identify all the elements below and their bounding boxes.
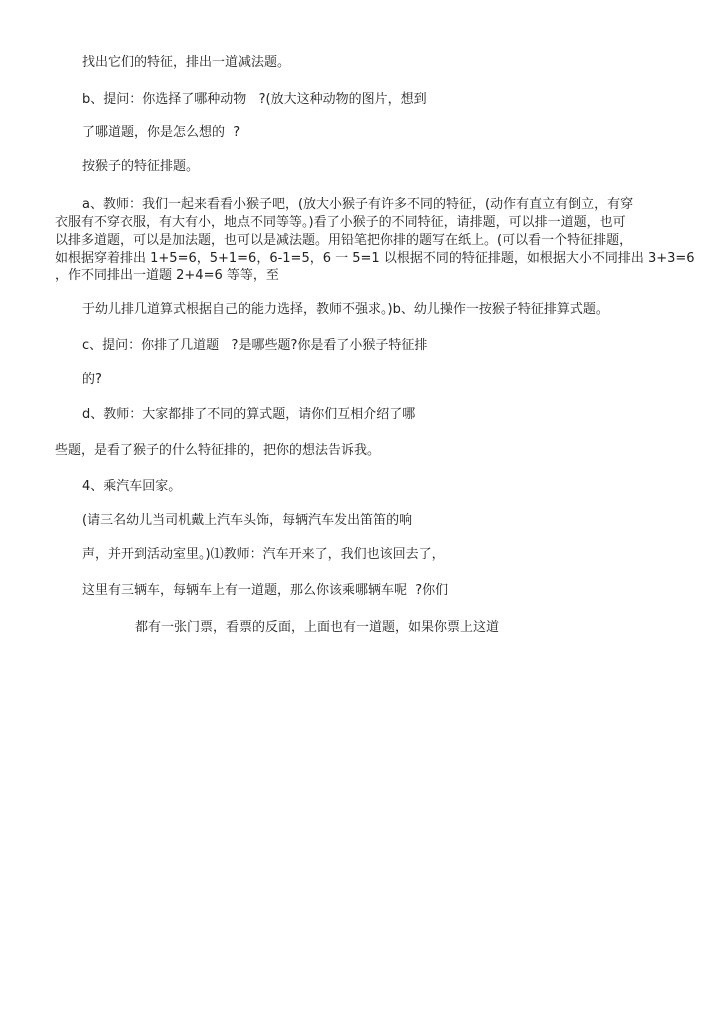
text-line: 于幼儿排几道算式根据自己的能力选择，教师不强求。)b、幼儿操作一按猴子特征排算式题。 bbox=[82, 302, 609, 317]
text-line: d、教师：大家都排了不同的算式题，请你们互相介绍了哪 bbox=[82, 407, 416, 422]
text-line: ，作不同排出一道题 2+4=6 等等，至 bbox=[55, 268, 279, 283]
text-line: 些题，是看了猴子的什么特征排的，把你的想法告诉我。 bbox=[55, 443, 381, 458]
text-line: 以排多道题，可以是加法题，也可以是减法题。用铅笔把你排的题写在纸上。(可以看一个特征排题， bbox=[55, 233, 633, 248]
text-line: (请三名幼儿当司机戴上汽车头饰，每辆汽车发出笛笛的响 bbox=[82, 513, 413, 528]
text-line: c、提问：你排了几道题 ?是哪些题?你是看了小猴子特征排 bbox=[82, 338, 428, 353]
text-line: 声，并开到活动室里。)⑴教师：汽车开来了，我们也该回去了， bbox=[82, 547, 445, 562]
text-line: 按猴子的特征排题。 bbox=[82, 159, 200, 174]
text-line: 如根据穿着排出 1+5=6，5+1=6，6-1=5，6 一 5=1 以根据不同的特征排题，如根据大小不同排出 3+3=6 bbox=[55, 251, 695, 266]
text-line: a、教师：我们一起来看看小猴子吧，(放大小猴子有许多不同的特征，(动作有直立有倒立，有穿 bbox=[82, 197, 634, 212]
text-line: 了哪道题，你是怎么想的 ? bbox=[82, 125, 241, 140]
section-heading: 4、乘汽车回家。 bbox=[82, 479, 182, 494]
text-line: 这里有三辆车，每辆车上有一道题，那么你该乘哪辆车呢 ?你们 bbox=[82, 583, 449, 598]
text-line: 都有一张门票，看票的反面，上面也有一道题，如果你票上这道 bbox=[135, 620, 500, 635]
text-line: 的? bbox=[82, 372, 102, 387]
text-line: 找出它们的特征，排出一道减法题。 bbox=[82, 55, 291, 70]
text-line: 衣服有不穿衣服，有大有小，地点不同等等。)看了小猴子的不同特征，请排题，可以排一道题，也可 bbox=[55, 215, 626, 230]
text-line: b、提问：你选择了哪种动物 ?(放大这种动物的图片，想到 bbox=[82, 92, 427, 107]
